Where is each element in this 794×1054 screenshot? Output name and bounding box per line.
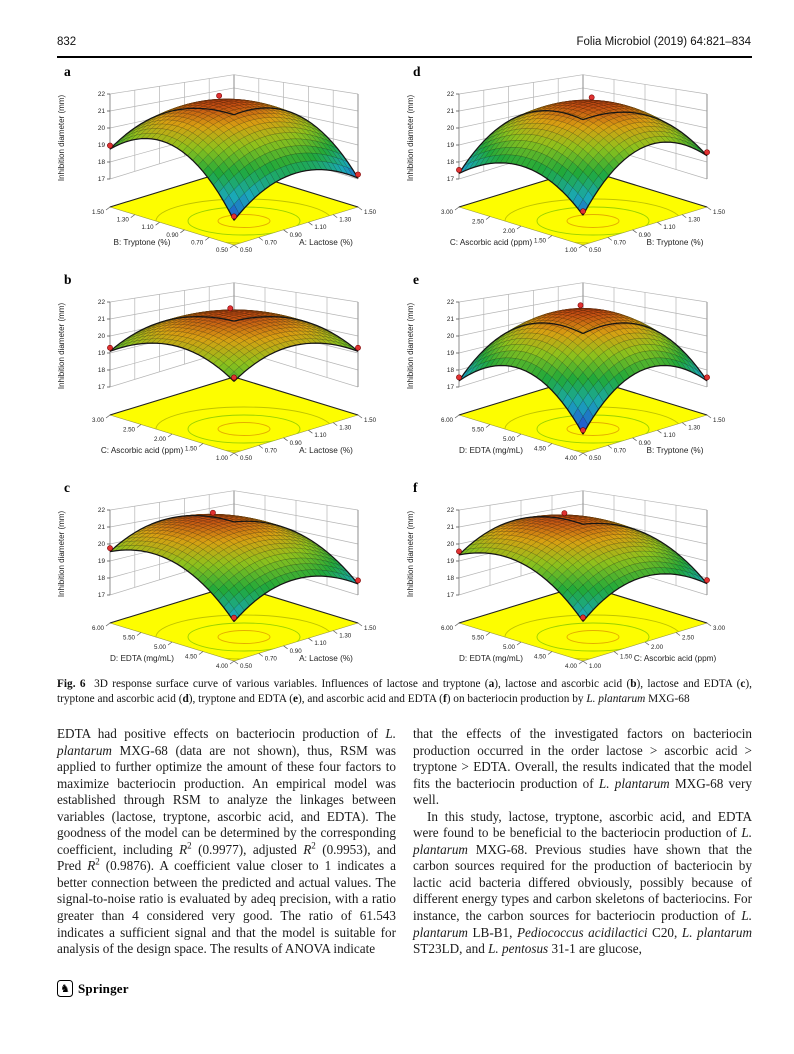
right-axis-tick: 1.50 [364,625,377,632]
left-axis-tick: 6.00 [440,417,453,424]
z-axis-label: Inhibition diameter (mm) [406,94,415,182]
left-axis-tick: 6.00 [440,625,453,632]
paragraph: EDTA had positive effects on bacteriocin production of L. plantarum MXG-68 (data are not shown), thus, RSM was applied to further optimize the amount of these four factors to maximize bacteriocin production. An empirical model was established through RSM to analyze the linkages between variables (lactose, tryptone, ascorbic acid, and EDTA). The goodness of the model can be determined by the corresponding coefficient, including $R^2$ (0.9977), adjusted $R^2$ (0.9953), and Pred $R^2$ (0.9876). A coefficient value closer to 1 indicates a better connection between the predicted and actual values. The signal-to-noise ratio is evaluated by adeq precision, with a ratio greater than 4 considered very good. The ratio of 61.543 indicates a sufficient signal and that the model is suitable for analysis of the design space. The results of ANOVA indicate [57,726,397,957]
z-tick-label: 21 [97,316,105,324]
left-axis-label: D: EDTA (mg/mL) [110,654,174,663]
surface-chart-svg [48,272,397,472]
left-axis-tick: 3.00 [440,209,453,216]
right-axis-tick: 1.50 [620,653,633,661]
right-axis-tick: 0.90 [638,231,651,239]
z-tick-label: 17 [97,176,105,184]
z-tick-label: 19 [97,350,105,358]
running-header [57,36,751,48]
panel-label-e: e [413,272,419,287]
article-body [57,726,752,958]
design-point [704,375,709,380]
panel-label-b: b [64,272,72,287]
left-axis-tick: 5.00 [502,644,515,651]
header-rule [57,56,752,58]
design-point [580,615,585,620]
design-point [456,375,461,380]
z-axis-label: Inhibition diameter (mm) [57,94,66,182]
right-axis-tick: 0.50 [589,455,602,462]
plot-canvas-a [48,64,397,264]
right-axis-tick: 1.10 [663,432,676,440]
left-axis-label: D: EDTA (mg/mL) [459,654,523,663]
design-point [355,578,360,583]
journal-reference: Folia Microbiol (2019) 64:821–834 [576,36,751,48]
z-tick-label: 19 [446,558,454,566]
z-axis [57,299,110,391]
left-axis-tick: 4.00 [564,455,577,462]
left-axis-tick: 2.50 [122,426,135,434]
right-axis-label: A: Lactose (%) [299,238,353,247]
right-axis-tick: 1.10 [314,640,327,648]
z-tick-label: 17 [97,384,105,392]
left-axis-tick: 4.50 [184,653,197,661]
left-axis-tick: 0.90 [166,231,179,239]
plot-canvas-c [48,480,397,680]
z-tick-label: 18 [446,575,454,583]
panel-label-d: d [413,64,421,79]
design-point [704,578,709,583]
right-axis-tick: 0.70 [613,447,626,455]
surface-plot-d [397,64,746,264]
z-tick-label: 21 [446,524,454,532]
design-point [456,549,461,554]
design-point [355,172,360,177]
right-axis-tick: 1.30 [688,216,701,224]
z-axis [57,91,110,183]
z-tick-label: 20 [446,125,454,133]
z-axis-label: Inhibition diameter (mm) [57,302,66,390]
right-axis-tick: 1.50 [713,417,726,424]
right-axis-label: B: Tryptone (%) [646,238,704,247]
right-axis-tick: 0.50 [589,247,602,254]
surface-chart-svg [397,272,746,472]
right-axis-tick: 1.30 [688,424,701,432]
z-tick-label: 17 [97,592,105,600]
response-surface [110,310,358,382]
left-axis-tick: 2.00 [502,228,515,235]
right-axis-tick: 3.00 [713,625,726,632]
z-tick-label: 22 [446,91,454,99]
z-tick-label: 17 [446,176,454,184]
right-axis-tick: 0.90 [289,647,302,655]
left-axis-tick: 4.50 [533,445,546,453]
z-tick-label: 22 [97,507,105,515]
right-axis-tick: 0.50 [240,455,253,462]
design-point [355,345,360,350]
surface-plot-e [397,272,746,472]
page-number: 832 [57,36,77,48]
panel-label-c: c [64,480,70,495]
right-axis-tick: 1.10 [314,224,327,232]
plot-canvas-f [397,480,746,680]
paragraph: that the effects of the investigated factors on bacteriocin production occurred in the order lactose > ascorbic acid > tryptone > EDTA. Overall, the results indicated that the model fits the bacteriocin production of L. plantarum MXG-68 very well. [413,726,752,808]
z-tick-label: 20 [97,333,105,341]
surface-chart-svg [397,64,746,264]
springer-horse-icon: ♞ [57,980,73,997]
design-point [578,303,583,308]
right-axis-tick: 1.10 [314,432,327,440]
left-axis-tick: 5.50 [471,426,484,434]
left-axis-tick: 3.00 [91,417,104,424]
z-tick-label: 20 [97,125,105,133]
right-axis-tick: 0.50 [240,247,253,254]
design-point [704,150,709,155]
left-axis-tick: 5.50 [471,634,484,642]
left-axis-label: C: Ascorbic acid (ppm) [449,238,533,247]
left-axis-tick: 1.00 [215,455,228,462]
right-axis-tick: 0.70 [264,655,277,663]
left-axis-label: C: Ascorbic acid (ppm) [100,446,184,455]
right-axis-tick: 1.50 [713,209,726,216]
left-axis-tick: 5.50 [122,634,135,642]
right-axis-tick: 0.70 [613,239,626,247]
right-axis-tick: 1.10 [663,224,676,232]
left-axis-tick: 1.10 [141,224,154,232]
design-point [456,167,461,172]
surface-chart-svg [397,480,746,680]
surface-plot-c [48,480,397,680]
plot-canvas-e [397,272,746,472]
z-tick-label: 18 [97,367,105,375]
design-point [107,345,112,350]
right-axis-tick: 1.50 [364,209,377,216]
z-tick-label: 21 [446,108,454,116]
right-axis-label: B: Tryptone (%) [646,446,704,455]
design-point [217,93,222,98]
z-axis-label: Inhibition diameter (mm) [406,302,415,390]
left-axis-tick: 0.50 [215,247,228,254]
z-axis [406,507,459,599]
right-axis-tick: 1.30 [339,632,352,640]
surface-chart-svg [48,480,397,680]
z-axis [406,91,459,183]
z-axis [57,507,110,599]
right-axis-tick: 0.70 [264,239,277,247]
left-axis-label: B: Tryptone (%) [113,238,171,247]
left-axis-tick: 2.00 [153,436,166,443]
z-tick-label: 18 [446,367,454,375]
surface-plot-a [48,64,397,264]
publisher-footer [57,980,129,997]
left-axis-tick: 6.00 [91,625,104,632]
z-tick-label: 21 [446,316,454,324]
z-tick-label: 18 [97,159,105,167]
design-point [231,214,236,219]
right-axis-tick: 0.50 [240,663,253,670]
z-tick-label: 21 [97,524,105,532]
design-point [231,375,236,380]
panel-label-f: f [413,480,418,495]
left-axis-tick: 5.00 [502,436,515,443]
z-tick-label: 22 [446,507,454,515]
right-axis-tick: 1.50 [364,417,377,424]
left-axis-label: D: EDTA (mg/mL) [459,446,523,455]
paragraph: In this study, lactose, tryptone, ascorbic acid, and EDTA were found to be beneficial to the bacteriocin production of L. plantarum MXG-68. Previous studies have shown that the carbon sources required for the production of bacteriocin by lactic acid bacteria differed obviously, possibly because of different energy types and carbon skeletons of bacteriocins. For instance, the carbon sources for bacteriocin production of L. plantarum LB-B1, Pediococcus acidilactici C20, L. plantarum ST23LD, and L. pentosus 31-1 are glucose, [413,808,753,957]
left-axis-tick: 1.50 [91,209,104,216]
plot-canvas-d [397,64,746,264]
left-column [57,726,396,958]
right-axis-tick: 1.00 [589,663,602,670]
z-tick-label: 17 [446,384,454,392]
right-axis-tick: 0.90 [289,231,302,239]
z-tick-label: 20 [446,333,454,341]
design-point [589,95,594,100]
surface-plot-f [397,480,746,680]
design-point [210,510,215,515]
z-tick-label: 21 [97,108,105,116]
z-axis-label: Inhibition diameter (mm) [57,510,66,598]
publisher-name: Springer [78,980,129,996]
z-tick-label: 22 [97,299,105,307]
left-axis-tick: 4.50 [533,653,546,661]
right-axis-tick: 1.30 [339,216,352,224]
right-axis-tick: 0.90 [289,439,302,447]
z-tick-label: 19 [446,350,454,358]
surface-plot-b [48,272,397,472]
right-column [413,726,752,958]
z-tick-label: 20 [97,541,105,549]
right-axis-tick: 0.70 [264,447,277,455]
left-axis-tick: 0.70 [191,239,204,247]
plot-canvas-b [48,272,397,472]
z-axis [406,299,459,391]
right-axis-tick: 0.90 [638,439,651,447]
left-axis-tick: 4.00 [215,663,228,670]
design-point [107,143,112,148]
right-axis-tick: 2.50 [682,634,695,642]
z-tick-label: 22 [97,91,105,99]
left-axis-tick: 1.50 [184,445,197,453]
z-axis-label: Inhibition diameter (mm) [406,510,415,598]
design-point [562,511,567,516]
surface-chart-svg [48,64,397,264]
left-axis-tick: 4.00 [564,663,577,670]
right-axis-label: C: Ascorbic acid (ppm) [633,654,717,663]
response-surface [459,515,707,622]
design-point [231,615,236,620]
left-axis-tick: 1.50 [533,237,546,245]
z-tick-label: 18 [97,575,105,583]
right-axis-tick: 2.00 [651,644,664,651]
design-point [228,306,233,311]
z-tick-label: 19 [97,142,105,150]
z-tick-label: 18 [446,159,454,167]
left-axis-tick: 5.00 [153,644,166,651]
floor-plane [110,377,358,453]
z-tick-label: 19 [446,142,454,150]
right-axis-label: A: Lactose (%) [299,654,353,663]
design-point [580,428,585,433]
design-point [580,209,585,214]
right-axis-tick: 1.30 [339,424,352,432]
figure-caption: Fig. 6 3D response surface curve of various variables. Influences of lactose and tryptone (a), lactose and ascorbic acid (b), lactose and EDTA (c), tryptone and ascorbic acid (d), tryptone and EDTA (e), and ascorbic acid and EDTA (f) on bacteriocin production by L. plantarum MXG-68 [57,678,752,705]
z-tick-label: 22 [446,299,454,307]
z-tick-label: 20 [446,541,454,549]
right-axis-label: A: Lactose (%) [299,446,353,455]
panel-label-a: a [64,64,71,79]
left-axis-tick: 1.00 [564,247,577,254]
design-point [107,546,112,551]
z-tick-label: 19 [97,558,105,566]
left-axis-tick: 1.30 [116,216,129,224]
left-axis-tick: 2.50 [471,218,484,226]
z-tick-label: 17 [446,592,454,600]
